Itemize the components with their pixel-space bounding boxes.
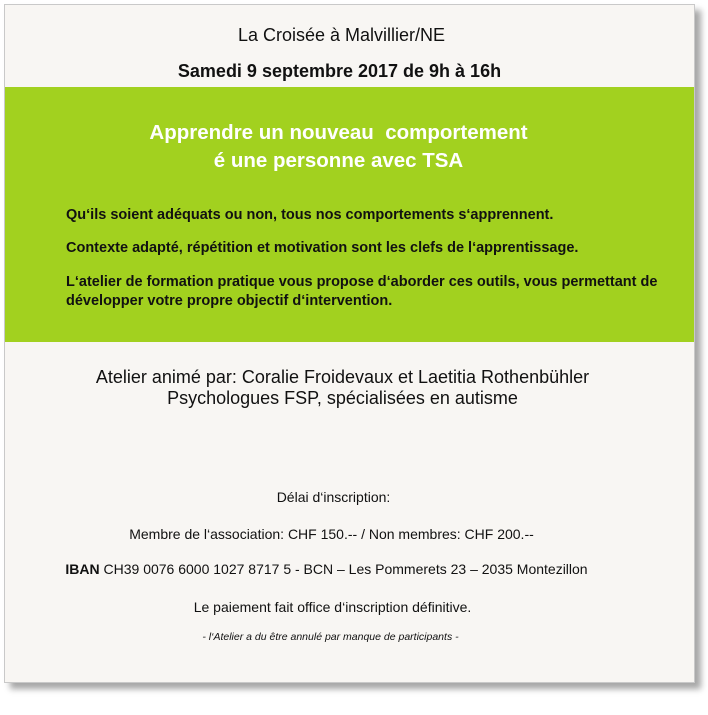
venue: La Croisée à Malvillier/NE	[237, 25, 446, 45]
highlight-band	[5, 87, 694, 342]
intro-paragraph-3: L‘atelier de formation pratique vous propose d‘aborder ces outils, vous permettant de développer votre propre objectif d‘intervention.	[66, 274, 658, 309]
presenters-credentials: Psychologues FSP, spécialisées en autisme	[167, 388, 518, 408]
presenters-names: Atelier animé par: Coralie Froidevaux et Laetitia Rothenbühler	[95, 367, 590, 387]
event-date: Samedi 9 septembre 2017 de 9h à 16h	[177, 61, 502, 81]
event-flyer	[4, 4, 695, 683]
iban-line	[5, 561, 694, 577]
payment-note: Le paiement fait office d‘inscription définitive.	[193, 599, 472, 615]
presenters	[5, 367, 694, 409]
intro-paragraph-2: Contexte adapté, répétition et motivation sont les clefs de l‘apprentissage.	[66, 240, 579, 256]
registration-deadline: Délai d‘inscription:	[276, 489, 391, 505]
cancellation-note: - l‘Atelier a du être annulé par manque de participants -	[202, 631, 459, 643]
registration-prices: Membre de l‘association: CHF 150.-- / Non membres: CHF 200.--	[129, 526, 534, 542]
workshop-title: Apprendre un nouveau comportement é une personne avec TSA	[149, 121, 528, 172]
iban-label: IBAN	[65, 561, 100, 577]
intro-paragraph-1: Qu‘ils soient adéquats ou non, tous nos comportements s‘apprennent.	[66, 207, 554, 223]
iban-value: CH39 0076 6000 1027 8717 5 - BCN – Les Pommerets 23 – 2035 Montezillon	[99, 561, 588, 577]
